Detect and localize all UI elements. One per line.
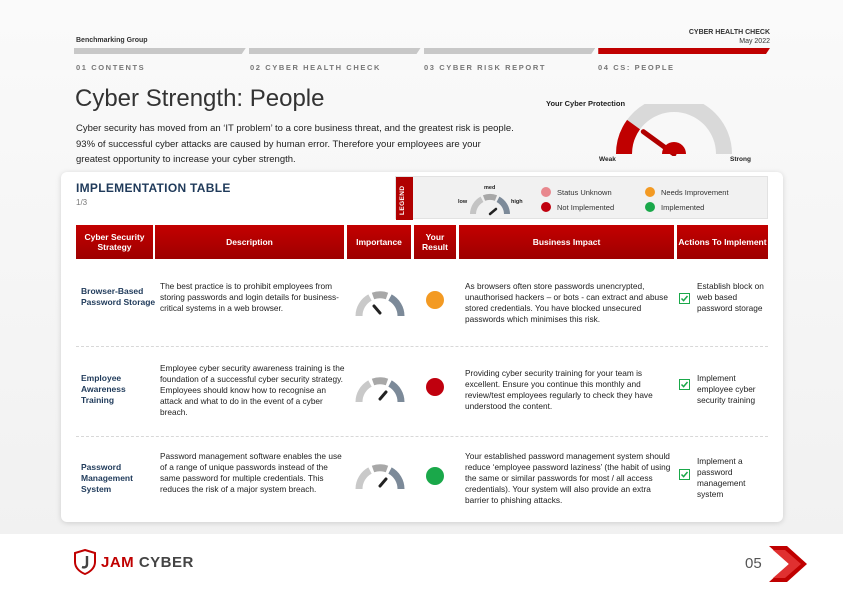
- result-indicator: [426, 378, 444, 396]
- legend-gauge-low-arc: [473, 199, 482, 214]
- legend-label: Needs Improvement: [661, 187, 729, 197]
- protection-label: Your Cyber Protection: [546, 99, 626, 108]
- checkbox-checked-icon[interactable]: [679, 469, 690, 480]
- legend-tag: [396, 177, 413, 220]
- brand-name-first: JAM: [101, 553, 135, 571]
- legend-label: Status Unknown: [557, 187, 612, 197]
- nav-tab-health-check[interactable]: 02 CYBER HEALTH CHECK: [250, 63, 381, 72]
- checkbox-checked-icon[interactable]: [679, 293, 690, 304]
- importance-gauge-icon: [354, 288, 406, 318]
- needs-improvement-dot-icon: [645, 187, 655, 197]
- nav-segment-people: [598, 48, 770, 54]
- row-strategy: Password Management System: [81, 462, 133, 494]
- row-strategy: Employee Awareness Training: [81, 373, 126, 405]
- org-name: Benchmarking Group: [76, 37, 148, 44]
- column-header-description: Description: [155, 225, 344, 259]
- nav-tab-contents[interactable]: 01 CONTENTS: [76, 63, 146, 72]
- section-progress-bar: [74, 48, 770, 54]
- legend-gauge-high: high: [511, 199, 523, 205]
- checkbox-tick: [682, 382, 688, 387]
- row-strategy: Browser-Based Password Storage: [81, 286, 156, 307]
- chevron-highlight: [773, 550, 801, 578]
- result-indicator: [426, 467, 444, 485]
- implemented-dot-icon: [645, 202, 655, 212]
- table-page-indicator: 1/3: [76, 198, 88, 207]
- row-action: Implement employee cyber security training: [697, 373, 756, 405]
- importance-gauge-low-arc: [359, 298, 370, 317]
- row-divider: [76, 436, 768, 437]
- row-action: Establish block on web based password storage: [697, 281, 764, 313]
- page-title: Cyber Strength: People: [75, 85, 325, 112]
- row-impact: As browsers often store passwords unencrypted, unauthorised hackers – or bots - can extract and abuse stored credentials. You have blocked unsecured passwords which minimises this risk.: [465, 281, 668, 324]
- intro-text: Cyber security has moved from an ‘IT problem’ to a core business threat, and the greatest risk is people. 93% of successful cyber attacks are caused by human error. Therefore your employees are your greatest opportunity to increase your cyber strength.: [76, 123, 514, 165]
- status-unknown-dot-icon: [541, 187, 551, 197]
- implementation-table-title: IMPLEMENTATION TABLE: [76, 181, 231, 195]
- legend-item-needs-improvement: [645, 187, 729, 197]
- importance-gauge-high-arc: [390, 384, 401, 403]
- checkbox-checked-icon[interactable]: [679, 379, 690, 390]
- nav-segment-risk-report: [424, 48, 596, 54]
- nav-segment-contents: [74, 48, 246, 54]
- shield-letter: [82, 556, 87, 567]
- shield-outline: [75, 550, 95, 574]
- importance-gauge-icon: [354, 374, 406, 404]
- importance-gauge-med-arc: [373, 468, 387, 469]
- brand-logo: [74, 549, 194, 575]
- legend-label: Not Implemented: [557, 202, 615, 212]
- row-impact: Providing cyber security training for your team is excellent. Ensure you continue this monthly and review/test employees regularly to check they have understood the content.: [465, 368, 653, 411]
- row-description: Employee cyber security awareness training is the foundation of a successful cyber security strategy. Employees should know how to recognise an attack and what to do in the event of a cyber breach.: [160, 363, 345, 417]
- nav-tab-people[interactable]: 04 CS: PEOPLE: [598, 63, 675, 72]
- report-header: [689, 28, 770, 46]
- legend-gauge-needle: [490, 209, 496, 214]
- next-page-chevron-icon[interactable]: [767, 544, 809, 584]
- protection-gauge-fill: [624, 125, 634, 154]
- legend-gauge-high-arc: [498, 199, 507, 214]
- column-header-importance: Importance: [347, 225, 411, 259]
- importance-gauge-icon: [354, 461, 406, 491]
- importance-gauge-needle: [380, 479, 386, 486]
- row-action: Implement a password management system: [697, 456, 746, 499]
- row-divider: [76, 346, 768, 347]
- legend: [395, 176, 768, 219]
- nav-tab-risk-report[interactable]: 03 CYBER RISK REPORT: [424, 63, 547, 72]
- legend-tag-label: LEGEND: [399, 185, 406, 215]
- nav-segment-health-check: [249, 48, 421, 54]
- shield-icon: [74, 549, 96, 575]
- importance-gauge-med-arc: [373, 295, 387, 296]
- protection-weak-label: Weak: [599, 156, 616, 163]
- protection-gauge: [614, 104, 734, 156]
- page-number: 05: [745, 555, 762, 572]
- legend-gauge-med: med: [484, 185, 496, 191]
- checkbox-tick: [682, 296, 688, 301]
- importance-gauge-needle: [374, 306, 380, 313]
- not-implemented-dot-icon: [541, 202, 551, 212]
- importance-gauge-high-arc: [390, 298, 401, 317]
- section-nav: [76, 63, 772, 72]
- column-header-strategy: Cyber Security Strategy: [76, 225, 153, 259]
- protection-gauge-hub: [662, 142, 686, 154]
- row-description: Password management software enables the use of a range of unique passwords instead of the same password for multiple credentials. This reduces the risk of a major system breach.: [160, 451, 342, 494]
- report-date: May 2022: [739, 38, 770, 45]
- importance-gauge-high-arc: [390, 471, 401, 490]
- importance-gauge-low-arc: [359, 471, 370, 490]
- result-indicator: [426, 291, 444, 309]
- importance-gauge-med-arc: [373, 381, 387, 382]
- column-header-actions: Actions To Implement: [677, 225, 768, 259]
- brand-name-second: CYBER: [138, 553, 194, 571]
- row-impact: Your established password management system should reduce ‘employee password laziness’ (the habit of using the same or similar passwords for most / all access credentials). Your system will also provide an extra barrier to phishing attacks.: [465, 451, 671, 505]
- column-header-impact: Business Impact: [459, 225, 674, 259]
- checkbox-tick: [682, 472, 688, 477]
- legend-gauge-med-arc: [484, 197, 496, 198]
- legend-item-status-unknown: [541, 187, 612, 197]
- protection-strong-label: Strong: [730, 156, 751, 163]
- row-description: The best practice is to prohibit employees from storing passwords and login details for business-critical systems in a web browser.: [160, 281, 339, 313]
- importance-gauge-low-arc: [359, 384, 370, 403]
- importance-gauge-needle: [380, 392, 386, 399]
- legend-item-implemented: [645, 202, 704, 212]
- legend-item-not-implemented: [541, 202, 614, 212]
- legend-gauge-low: low: [458, 199, 468, 205]
- report-title: CYBER HEALTH CHECK: [688, 29, 770, 36]
- legend-gauge-icon: [468, 192, 512, 216]
- legend-label: Implemented: [661, 202, 705, 212]
- column-header-result: Your Result: [414, 225, 456, 259]
